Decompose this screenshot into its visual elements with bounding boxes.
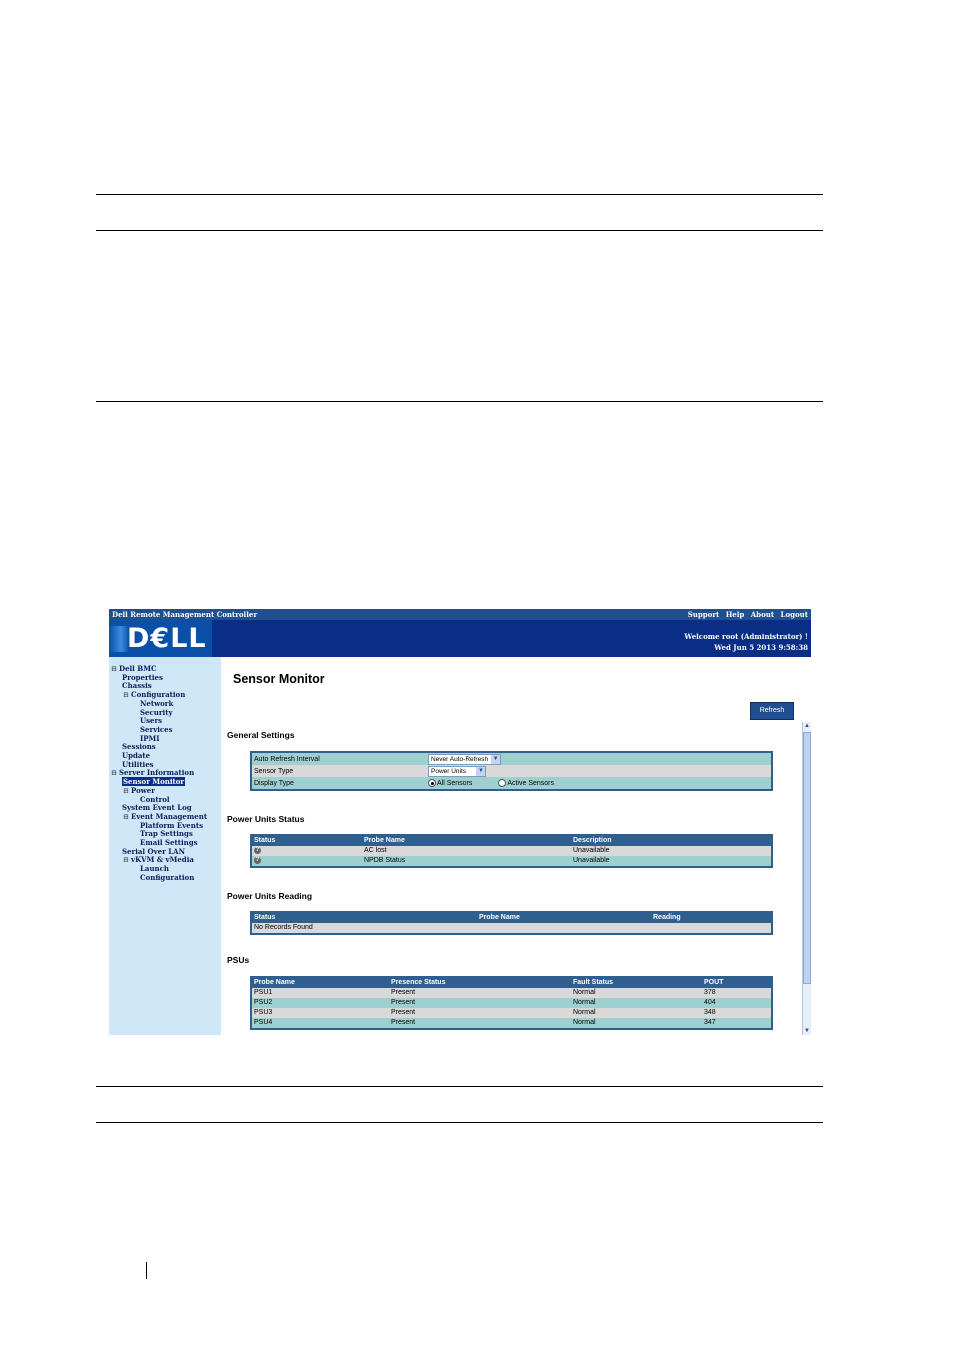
collapse-icon[interactable]: ⊟ <box>123 856 129 865</box>
power-units-reading-table <box>250 911 773 935</box>
vertical-scrollbar[interactable] <box>802 722 811 1035</box>
welcome-text: Welcome root (Administrator) ! <box>684 632 808 641</box>
table-row <box>251 923 772 934</box>
fault-cell: Normal <box>571 1018 702 1029</box>
col-reading: Reading <box>651 912 772 923</box>
main-content <box>221 657 811 1035</box>
no-records-cell: No Records Found <box>251 923 772 934</box>
nav-properties[interactable]: Properties <box>122 672 163 682</box>
refresh-button[interactable]: Refresh <box>750 702 794 720</box>
nav-configuration[interactable]: ⊟ Configuration <box>123 690 186 700</box>
auto-refresh-label: Auto Refresh Interval <box>251 752 426 765</box>
current-datetime: Wed Jun 5 2013 9:58:38 <box>714 643 808 652</box>
welcome-block <box>684 631 808 653</box>
nav-trap-settings[interactable]: Trap Settings <box>140 829 193 839</box>
page-margin-mark <box>146 1262 147 1279</box>
app-title: Dell Remote Management Controller <box>112 610 258 619</box>
display-type-label: Display Type <box>251 777 426 790</box>
sensor-type-label: Sensor Type <box>251 765 426 777</box>
description-cell: Unavailable <box>571 856 772 867</box>
nav-launch[interactable]: Launch <box>140 864 169 874</box>
nav-network[interactable]: Network <box>140 698 174 708</box>
nav-control[interactable]: Control <box>140 794 170 804</box>
top-rule-2 <box>96 230 823 231</box>
presence-cell: Present <box>389 1018 571 1029</box>
collapse-icon[interactable]: ⊟ <box>123 812 129 821</box>
sensor-type-select[interactable]: Power Units ▼ <box>428 766 486 777</box>
psus-table <box>250 976 773 1030</box>
top-links <box>684 609 808 620</box>
support-link[interactable]: Support <box>687 610 720 619</box>
collapse-icon[interactable]: ⊟ <box>111 769 117 778</box>
col-pout: POUT <box>702 977 772 988</box>
presence-cell: Present <box>389 998 571 1008</box>
scroll-up-icon[interactable]: ▲ <box>804 723 810 729</box>
probe-name-cell: AC lost <box>362 846 571 856</box>
pout-cell: 348 <box>702 1008 772 1018</box>
col-status: Status <box>251 912 477 923</box>
psus-heading: PSUs <box>227 955 250 965</box>
chevron-down-icon[interactable]: ▼ <box>477 767 484 774</box>
active-sensors-radio[interactable] <box>498 779 506 787</box>
all-sensors-label: All Sensors <box>437 779 473 787</box>
fault-cell: Normal <box>571 1008 702 1018</box>
auto-refresh-select[interactable]: Never Auto-Refresh ▼ <box>428 754 501 765</box>
nav-services[interactable]: Services <box>140 724 173 734</box>
probe-name-cell: NPDB Status <box>362 856 571 867</box>
fault-cell: Normal <box>571 998 702 1008</box>
pout-cell: 378 <box>702 988 772 998</box>
nav-event-management[interactable]: ⊟ Event Management <box>123 811 208 821</box>
table-row <box>251 846 772 856</box>
pout-cell: 404 <box>702 998 772 1008</box>
collapse-icon[interactable]: ⊟ <box>123 786 129 795</box>
page-title: Sensor Monitor <box>233 672 325 686</box>
nav-serial-over-lan[interactable]: Serial Over LAN <box>122 846 185 856</box>
scroll-thumb[interactable] <box>803 732 811 984</box>
logo-swoosh <box>109 626 129 652</box>
table-row <box>251 998 772 1008</box>
scroll-down-icon[interactable]: ▼ <box>804 1028 810 1034</box>
about-link[interactable]: About <box>750 610 775 619</box>
nav-platform-events[interactable]: Platform Events <box>140 820 204 830</box>
nav-sensor-monitor[interactable]: Sensor Monitor <box>123 777 185 787</box>
general-settings-table <box>250 751 773 791</box>
nav-email-settings[interactable]: Email Settings <box>140 838 198 848</box>
dell-logo <box>109 620 212 657</box>
psu-name-cell: PSU4 <box>251 1018 389 1029</box>
collapse-icon[interactable]: ⊟ <box>111 665 117 673</box>
collapse-icon[interactable]: ⊟ <box>123 691 129 700</box>
general-settings-heading: General Settings <box>227 730 295 740</box>
col-description: Description <box>571 835 772 846</box>
power-units-reading-heading: Power Units Reading <box>227 891 313 901</box>
table-row <box>251 1008 772 1018</box>
nav-vkvm-configuration[interactable]: Configuration <box>140 872 195 882</box>
nav-users[interactable]: Users <box>140 716 163 726</box>
presence-cell: Present <box>389 988 571 998</box>
left-nav <box>109 657 221 1035</box>
logout-link[interactable]: Logout <box>780 610 808 619</box>
col-probe-name: Probe Name <box>362 835 571 846</box>
description-cell: Unavailable <box>571 846 772 856</box>
presence-cell: Present <box>389 1008 571 1018</box>
logo-text: D€LL <box>127 623 207 654</box>
nav-ipmi[interactable]: IPMI <box>140 733 160 743</box>
nav-server-information[interactable]: ⊟ Server Information <box>111 768 195 778</box>
table-row <box>251 856 772 867</box>
unknown-status-icon: ? <box>255 846 260 853</box>
table-row <box>251 1018 772 1029</box>
nav-vkvm-vmedia[interactable]: ⊟ vKVM & vMedia <box>123 855 194 865</box>
all-sensors-radio[interactable] <box>428 779 436 787</box>
active-sensors-label: Active Sensors <box>507 779 554 787</box>
nav-update[interactable]: Update <box>122 751 151 761</box>
nav-system-event-log[interactable]: System Event Log <box>122 803 192 813</box>
power-units-status-table <box>250 834 773 868</box>
bmc-screenshot <box>109 609 811 1035</box>
pout-cell: 347 <box>702 1018 772 1029</box>
help-link[interactable]: Help <box>725 610 745 619</box>
unknown-status-icon: ? <box>255 856 260 863</box>
nav-power[interactable]: ⊟ Power <box>123 785 155 795</box>
nav-security[interactable]: Security <box>140 707 173 717</box>
psu-name-cell: PSU3 <box>251 1008 389 1018</box>
nav-sessions[interactable]: Sessions <box>122 742 156 752</box>
col-probe-name: Probe Name <box>477 912 651 923</box>
nav-utilities[interactable]: Utilities <box>122 759 154 769</box>
psu-name-cell: PSU2 <box>251 998 389 1008</box>
psu-name-cell: PSU1 <box>251 988 389 998</box>
col-probe-name: Probe Name <box>251 977 389 988</box>
nav-dell-bmc[interactable]: ⊟ Dell BMC <box>111 664 157 673</box>
col-fault-status: Fault Status <box>571 977 702 988</box>
bottom-rule-2 <box>96 1122 823 1123</box>
top-bar <box>109 609 811 620</box>
nav-chassis[interactable]: Chassis <box>122 681 152 691</box>
section-rule <box>96 401 823 402</box>
fault-cell: Normal <box>571 988 702 998</box>
col-presence-status: Presence Status <box>389 977 571 988</box>
col-status: Status <box>251 835 362 846</box>
top-rule-1 <box>96 194 823 195</box>
header-banner <box>109 620 811 657</box>
chevron-down-icon[interactable]: ▼ <box>492 755 499 762</box>
table-row <box>251 988 772 998</box>
bottom-rule-1 <box>96 1086 823 1087</box>
power-units-status-heading: Power Units Status <box>227 814 305 824</box>
